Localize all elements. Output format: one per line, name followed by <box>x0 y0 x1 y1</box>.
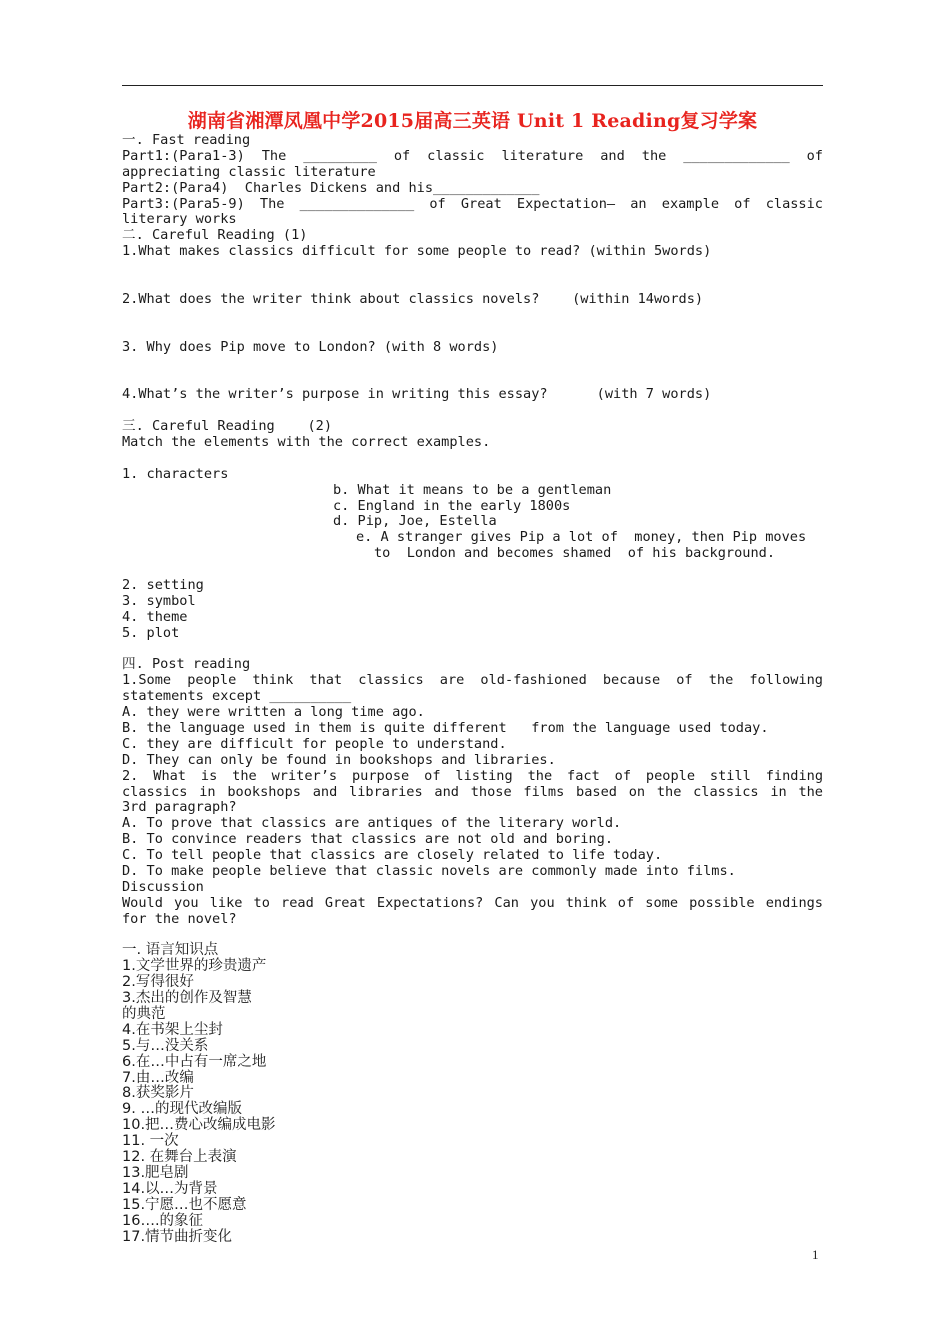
question-4: 4.What’s the writer’s purpose in writing this essay? (with 7 words) <box>122 386 712 403</box>
language-point: 13.肥皂剧 <box>122 1164 189 1181</box>
language-point: 的典范 <box>122 1006 166 1023</box>
language-point: 2.写得很好 <box>122 974 194 991</box>
post-q1-option-b: B. the language used in them is quite different from the language used today. <box>122 720 769 736</box>
post-reading-heading: 四. Post reading <box>122 656 251 673</box>
post-q2-line-c: 3rd paragraph? <box>122 799 237 816</box>
match-item-plot: 5. plot <box>122 624 180 641</box>
match-instruction: Match the elements with the correct examples. <box>122 433 491 450</box>
language-point: 10.把…费心改编成电影 <box>122 1117 276 1134</box>
language-point: 16….的象征 <box>122 1212 204 1229</box>
part1-line-a: Part1:(Para1-3) The _________ of classic literature and the _____________ of <box>122 147 823 164</box>
post-q2-option-c: C. To tell people that classics are closely related to life today. <box>122 847 663 864</box>
fast-reading-heading: 一. Fast reading <box>122 132 251 148</box>
post-q1-line-b: statements except __________ <box>122 688 352 705</box>
language-point: 17.情节曲折变化 <box>122 1228 233 1245</box>
worksheet-body <box>122 133 823 1245</box>
question-1: 1.What makes classics difficult for some people to read? (within 5words) <box>122 243 712 260</box>
part3-line-b: literary works <box>122 211 237 228</box>
post-q2-line-a: 2. What is the writer’s purpose of listing the fact of people still finding <box>122 767 823 784</box>
match-option-b: b. What it means to be a gentleman <box>333 481 612 498</box>
part1-line-b: appreciating classic literature <box>122 163 376 180</box>
question-2: 2.What does the writer think about classics novels? (within 14words) <box>122 290 704 307</box>
match-item-characters: 1. characters <box>122 465 229 482</box>
question-3: 3. Why does Pip move to London? (with 8 words) <box>122 338 499 355</box>
part2-line: Part2:(Para4) Charles Dickens and his_____________ <box>122 179 540 196</box>
discussion-line-b: for the novel? <box>122 910 237 927</box>
header-rule <box>122 85 823 86</box>
careful-reading-2-heading: 三. Careful Reading (2) <box>122 418 333 435</box>
match-item-setting: 2. setting <box>122 576 204 593</box>
language-point: 3.杰出的创作及智慧 <box>122 990 252 1007</box>
language-points-heading: 一. 语言知识点 <box>122 942 219 959</box>
match-option-c: c. England in the early 1800s <box>333 497 571 514</box>
post-q2-option-b: B. To convince readers that classics are not old and boring. <box>122 831 614 848</box>
language-point: 9. …的现代改编版 <box>122 1101 242 1118</box>
language-point: 1.文学世界的珍贵遗产 <box>122 958 267 975</box>
post-q1-option-a: A. they were written a long time ago. <box>122 704 425 721</box>
post-q2-line-b: classics in bookshops and libraries and those films based on the classics in the <box>122 783 823 800</box>
post-q2-option-a: A. To prove that classics are antiques of the literary world. <box>122 815 622 832</box>
language-point: 14.以…为背景 <box>122 1180 218 1197</box>
match-item-symbol: 3. symbol <box>122 592 196 609</box>
language-point: 11. 一次 <box>122 1133 179 1150</box>
match-option-e-line2: to London and becomes shamed of his background. <box>374 545 776 562</box>
language-point: 8.获奖影片 <box>122 1085 194 1102</box>
language-point: 6.在…中占有一席之地 <box>122 1053 267 1070</box>
language-point: 5.与…没关系 <box>122 1037 209 1054</box>
language-point: 7.由…改编 <box>122 1069 194 1086</box>
part3-line-a: Part3:(Para5-9) The ______________ of Great Expectation— an example of classic <box>122 195 823 212</box>
language-point: 4.在书架上尘封 <box>122 1021 223 1038</box>
match-option-e-line1: e. A stranger gives Pip a lot of money, then Pip moves <box>356 529 807 546</box>
match-option-d: d. Pip, Joe, Estella <box>333 513 497 530</box>
post-q1-option-d: D. They can only be found in bookshops and libraries. <box>122 751 556 768</box>
document-title: 湖南省湘潭凤凰中学2015届高三英语 Unit 1 Reading复习学案 <box>187 110 758 132</box>
language-point: 12. 在舞台上表演 <box>122 1149 237 1166</box>
post-q1-line-a: 1.Some people think that classics are old-fashioned because of the following <box>122 672 823 689</box>
careful-reading-1-heading: 二. Careful Reading (1) <box>122 227 308 244</box>
discussion-line-a: Would you like to read Great Expectations? Can you think of some possible endings <box>122 894 823 911</box>
language-point: 15.宁愿…也不愿意 <box>122 1196 247 1213</box>
discussion-heading: Discussion <box>122 878 204 895</box>
page-number: 1 <box>812 1247 819 1262</box>
post-q1-option-c: C. they are difficult for people to understand. <box>122 735 507 752</box>
match-item-theme: 4. theme <box>122 608 188 625</box>
post-q2-option-d: D. To make people believe that classic novels are commonly made into films. <box>122 863 736 880</box>
